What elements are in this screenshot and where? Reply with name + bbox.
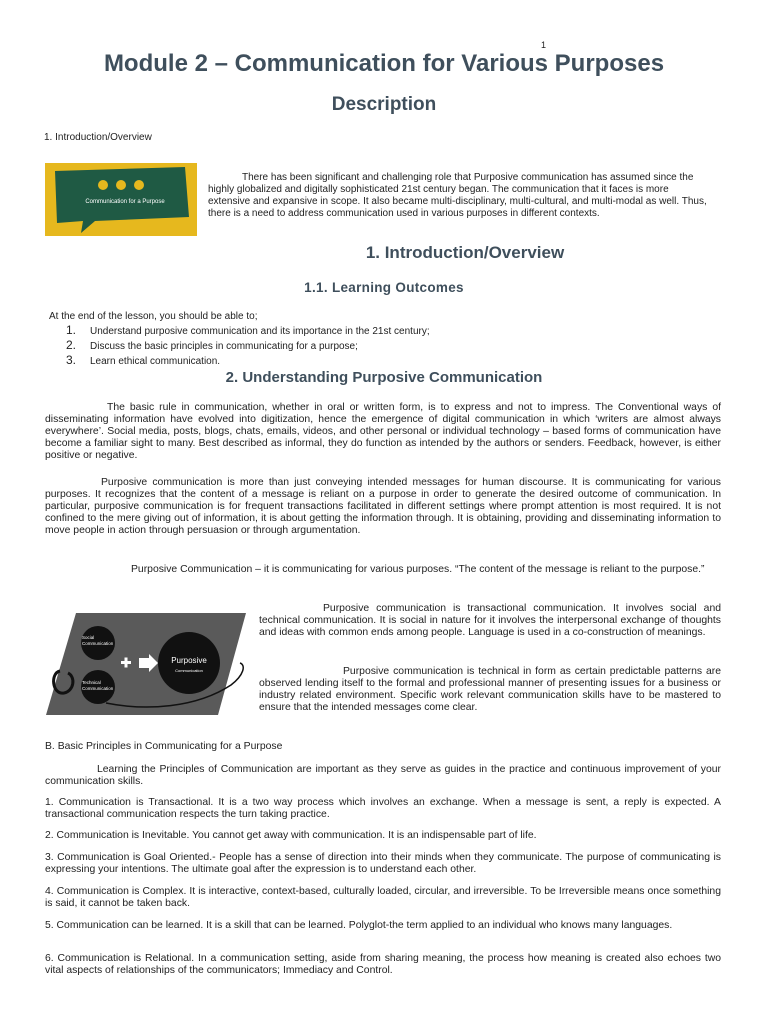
paragraph-definition (45, 564, 721, 576)
hero-caption: Communication for a Purpose (85, 199, 165, 205)
principle-3: 3. Communication is Goal Oriented.- People has a sense of direction into their minds when they communicate. The purpose of communicating is expressing your intentions. The ultimate goal after the expression is to understand each other. (45, 852, 721, 875)
paragraph-technical (259, 666, 721, 714)
outcomes-list (66, 324, 430, 369)
principle-5: 5. Communication can be learned. It is a skill that can be learned. Polyglot-the term applied to an individual who knows many languages. (45, 920, 673, 931)
principle-4: 4. Communication is Complex. It is interactive, context-based, culturally loaded, circular, and irreversible. To be Irreversible means once something is said, it cannot be taken back. (45, 886, 721, 909)
hero-image (45, 163, 197, 236)
outcome-text: Learn ethical communication. (90, 356, 221, 367)
paragraph-text: Purposive communication is technical in form as certain predictable patterns are observed lending itself to the formal and professional manner of presenting issues for a business or industry related environment. Specific work relevant communication skills have to be mastered to ensure that the intended messages come clear. (259, 666, 721, 713)
intro-paragraph-text: There has been significant and challenging role that Purposive communication has assumed since the highly globalized and digitally sophisticated 21st century began. The communication that it faces is more extensive and expansive in scope. It also became multi-disciplinary, multi-cultural, and multi-modal as well. Thus, there is a need to address communication used in various purposes in different contexts. (208, 172, 707, 219)
principle-2: 2. Communication is Inevitable. You cannot get away with communication. It is an indispensable part of life. (45, 830, 537, 841)
outcomes-lead: At the end of the lesson, you should be able to; (49, 311, 258, 322)
intro-paragraph (208, 172, 713, 220)
list-item (66, 324, 430, 339)
outcome-number: 1. (66, 323, 77, 337)
intro-small-label: 1. Introduction/Overview (44, 132, 152, 143)
principle-1: 1. Communication is Transactional. It is a two way process which involves an exchange. When a message is sent, a reply is expected. A transactional communication respects the turn taking practice. (45, 797, 721, 820)
section-b-heading: B. Basic Principles in Communicating for a Purpose (45, 741, 283, 752)
learning-outcomes-heading: 1.1. Learning Outcomes (304, 280, 464, 295)
section-2-heading: 2. Understanding Purposive Communication (225, 369, 543, 386)
communication-label: Communication (175, 668, 203, 673)
outcome-text: Discuss the basic principles in communicating for a purpose; (90, 341, 358, 352)
paragraph-basic-rule (45, 402, 721, 462)
paragraph-text: Purposive communication is transactional communication. It involves social and technical communication. It is social in nature for it involves the interpersonal exchange of thoughts and ideas with common ends among people. Language is used in a co-construction of meanings. (259, 603, 721, 638)
list-item (66, 339, 430, 354)
outcome-text: Understand purposive communication and its importance in the 21st century; (90, 326, 430, 337)
paragraph-purposive (45, 477, 721, 537)
technical-communication-label: Technical Communication (82, 680, 114, 691)
paragraph-transactional (259, 603, 721, 639)
paragraph-learning (45, 764, 721, 788)
module-title: Module 2 – Communication for Various Purposes (103, 50, 665, 77)
principle-6: 6. Communication is Relational. In a communication setting, aside from sharing meaning, the process how meaning is created also echoes two vital aspects of relationships of the communicators; Immediacy and Control. (45, 953, 721, 976)
outcome-number: 2. (66, 338, 77, 352)
purposive-communication-diagram (46, 613, 246, 715)
page-number: 1 (541, 40, 547, 50)
outcome-number: 3. (66, 353, 77, 367)
paragraph-text: Learning the Principles of Communication are important as they serve as guides in the practice and continuous improvement of your communication skills. (45, 764, 721, 787)
description-heading: Description (331, 94, 437, 115)
paragraph-text: Purposive Communication – it is communicating for various purposes. “The content of the message is reliant to the purpose.” (131, 564, 705, 575)
purposive-label: Purposive (171, 656, 207, 665)
section-1-heading: 1. Introduction/Overview (365, 243, 565, 262)
list-item (66, 354, 430, 369)
paragraph-text: Purposive communication is more than just conveying intended messages for human discourse. It is communicating for various purposes. It recognizes that the content of a message is reliant on a purpose in order to generate the desired outcome of communication. In particular, purposive communication is for frequent transactions facilitated in different settings where prompt attention is most required. It is not confined to the mere giving out of information, it is about getting the information through. It is obtaining, providing and disseminating information to move people in action through persuasion or through argumentation. (45, 477, 721, 536)
social-communication-label: Social Communication (82, 635, 114, 646)
paragraph-text: The basic rule in communication, whether in oral or written form, is to express and not to impress. The Conventional ways of disseminating information have evolved into digitization, hence the emergence of digital communication in which ‘writers are almost always everywhere’. Social media, posts, blogs, chats, emails, videos, and other personal or individual technology – based forms of communication have become a familiar sight to many. Best described as informal, they do function as intended by the authors or senders. Feedback, however, is either positive or negative. (45, 402, 721, 461)
